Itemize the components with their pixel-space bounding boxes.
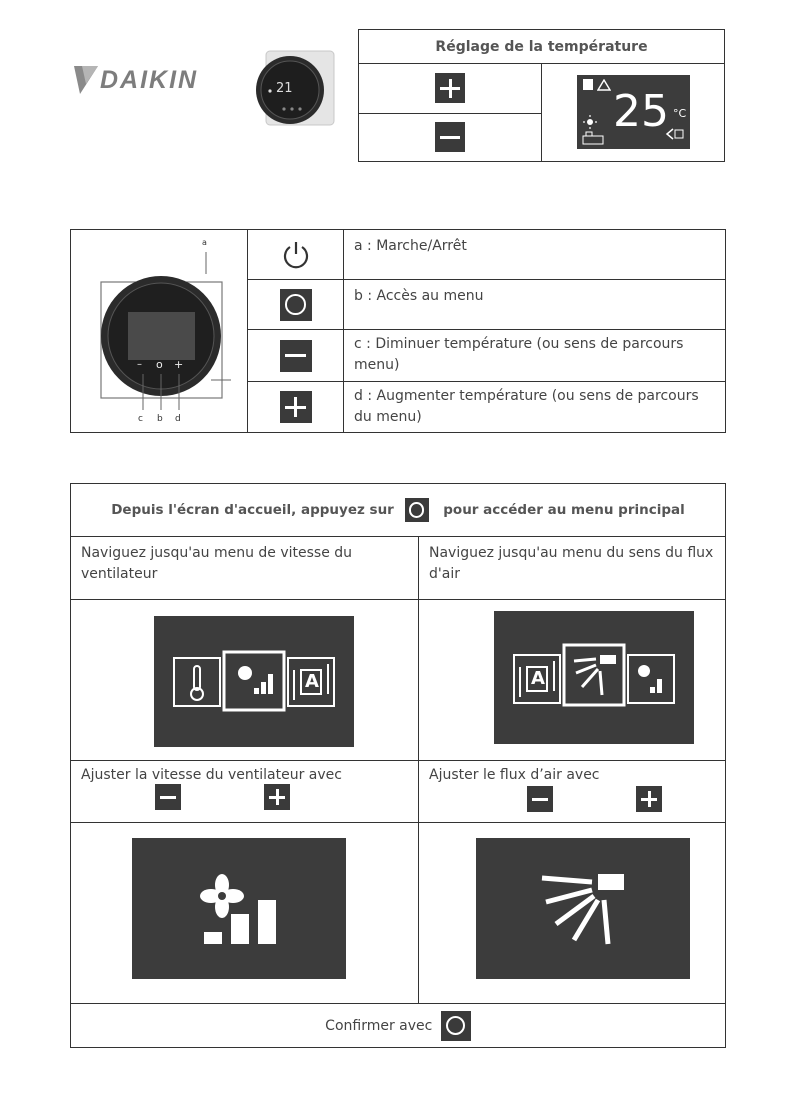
thermostat-display-value: 21 [276,81,293,96]
menu-header-before: Depuis l'écran d'accueil, appuyez sur [111,502,394,518]
temp-display-screen [577,75,690,149]
plus-icon [264,784,290,810]
airflow-arrow-icon [665,127,685,141]
device-diagram-cell [71,230,248,433]
sun-icon [583,115,597,129]
face-button-plus: + [174,358,184,371]
face-button-circle: o [156,358,163,371]
confirm-row [71,1004,726,1048]
marker-d: d [175,414,181,424]
temperature-panel [358,29,725,162]
fan-menu-cell [71,600,419,761]
marker-c: c [138,414,143,424]
menu-header-after: pour accéder au menu principal [443,502,685,518]
minus-icon [435,122,465,152]
right-nav-label: Naviguez jusqu'au menu du sens du flux d'air [419,537,726,600]
temperature-panel-title: Réglage de la température [359,30,725,64]
minus-icon [280,340,312,372]
fan-speed-screen [132,838,346,979]
temp-plus-cell [359,64,542,113]
right-adjust-label: Ajuster le flux d’air avec [429,767,600,783]
legend-label-c: c : Diminuer température (ou sens de parcours menu) [344,330,726,382]
fan-speed-icon [132,838,346,979]
airflow-direction-screen [476,838,690,979]
circle-icon [441,1011,471,1041]
brand-name: DAIKIN [100,66,199,94]
thermostat-device-icon [248,45,338,135]
legend-label-b: b : Accès au menu [344,280,726,330]
legend-label-d: d : Augmenter température (ou sens de parcours du menu) [344,382,726,433]
fan-speed-cell [71,823,419,1004]
left-nav-label: Naviguez jusqu'au menu de vitesse du ventilateur [71,537,419,600]
circle-icon [280,289,312,321]
circle-icon-cell [248,280,344,330]
circle-icon [405,498,429,522]
plus-icon [280,391,312,423]
temp-display-value: 25 [613,86,669,138]
controls-legend [70,229,726,433]
marker-b: b [157,414,163,424]
daikin-logo [72,62,232,98]
warning-icon [597,79,611,91]
minus-icon-cell [248,330,344,382]
airflow-menu-icons [494,611,694,744]
thermostat-photo [248,45,338,135]
left-adjust-cell [71,761,419,823]
device-diagram [71,230,247,431]
plus-icon-cell [248,382,344,433]
minus-icon [527,786,553,812]
info-icon [583,79,593,90]
power-icon-cell [248,230,344,280]
menu-header [71,484,726,537]
temp-display-cell [542,64,725,162]
airflow-menu-screen [494,611,694,744]
airflow-direction-cell [419,823,726,1004]
menu-instructions [70,483,726,1048]
temp-unit: °C [673,107,687,121]
airflow-menu-cell [419,600,726,761]
marker-a: a [202,238,207,247]
right-adjust-cell [419,761,726,823]
confirm-label: Confirmer avec [325,1017,433,1034]
fan-menu-screen [154,616,354,747]
plus-icon [636,786,662,812]
minus-icon [155,784,181,810]
unit-icon [582,131,604,145]
fan-menu-auto-letter: A [305,671,319,692]
temp-minus-cell [359,113,542,161]
left-adjust-label: Ajuster la vitesse du ventilateur avec [81,767,342,783]
airflow-menu-auto-letter: A [531,668,545,689]
daikin-logo-mark-icon [72,62,102,98]
legend-label-a: a : Marche/Arrêt [344,230,726,280]
power-icon [281,239,311,271]
fan-menu-icons [154,616,354,747]
airflow-direction-icon [476,838,690,979]
plus-icon [435,73,465,103]
face-button-minus: – [137,359,142,370]
